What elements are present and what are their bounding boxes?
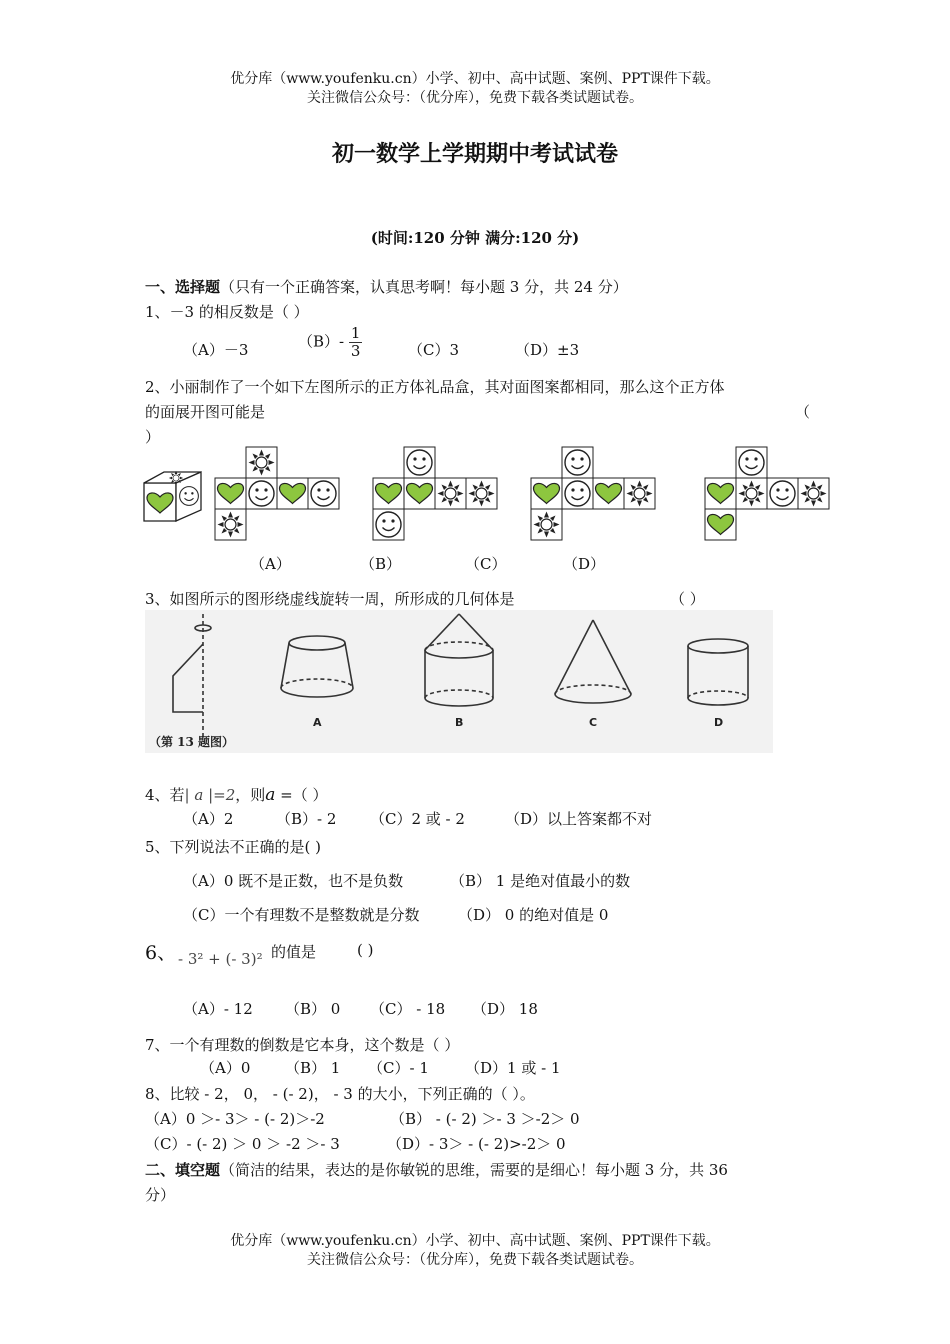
net-a	[215, 447, 339, 540]
exam-info: (时间:120 分钟 满分:120 分)	[370, 229, 580, 247]
q6-expression: - 3² + (- 3)²	[178, 950, 263, 968]
q7-option-d: （D）1 或 - 1	[465, 1059, 561, 1077]
q8-stem: 8、比较 - 2， 0， - (- 2)， - 3 的大小，下列正确的（ ）。	[145, 1085, 535, 1103]
footer-line-2: 关注微信公众号：（优分库），免费下载各类试题试卷。	[307, 1252, 643, 1268]
q4-option-b: （B）- 2	[276, 810, 337, 828]
q4-stem-b: ，则	[235, 786, 266, 804]
q4-option-c: （C）2 或 - 2	[370, 810, 465, 828]
q5-stem: 5、下列说法不正确的是( )	[145, 838, 322, 856]
q1-option-b	[298, 325, 362, 360]
net-c	[531, 447, 655, 540]
q2-label-d: （D）	[563, 555, 606, 573]
q6-paren: ( )	[357, 941, 374, 959]
cube-nets-figure	[0, 440, 950, 550]
q7-option-b: （B） 1	[285, 1059, 341, 1077]
page-title: 初一数学上学期期中考试试卷	[331, 141, 618, 167]
net-d	[705, 447, 829, 540]
q5-option-d: （D） 0 的绝对值是 0	[458, 906, 609, 924]
solids-figure	[145, 610, 785, 755]
q6-option-d: （D） 18	[472, 1000, 538, 1018]
solid-label-c: C	[589, 716, 598, 729]
q7-option-c: （C）- 1	[368, 1059, 429, 1077]
q1-fraction	[349, 325, 363, 360]
section-1-heading: 一、选择题	[145, 278, 221, 296]
fig-caption: （第 13 题图）	[149, 735, 235, 749]
section-2-header	[145, 1159, 728, 1180]
q8-option-d: （D）- 3＞ - (- 2)>-2＞ 0	[387, 1135, 566, 1153]
q2-paren-close: ）	[145, 428, 161, 446]
q1-option-c: （C）3	[408, 341, 460, 359]
q2-paren-open: （	[795, 403, 811, 421]
solid-label-d: D	[714, 716, 724, 729]
net-b	[373, 447, 497, 540]
q3-paren: （ ）	[670, 590, 705, 608]
q1-option-a: （A）－3	[183, 341, 249, 359]
q4-abs-expr: | a |=2	[184, 786, 236, 804]
q5-option-a: （A）0 既不是正数，也不是负数	[183, 872, 404, 890]
q4-option-a: （A）2	[183, 810, 234, 828]
solid-label-a: A	[313, 716, 322, 729]
q1-stem: 1、－3 的相反数是（ ）	[145, 303, 309, 321]
q3-stem: 3、如图所示的图形绕虚线旋转一周，所形成的几何体是	[145, 590, 515, 608]
q4-option-d: （D）以上答案都不对	[505, 810, 653, 828]
q6-option-c: （C） - 18	[370, 1000, 446, 1018]
q1-option-d: （D）±3	[515, 341, 580, 359]
q5-option-c: （C）一个有理数不是整数就是分数	[183, 906, 420, 924]
section-2-note: （简洁的结果，表达的是你敏锐的思维，需要的是细心！每小题 3 分，共 36	[220, 1161, 728, 1179]
q8-option-c: （C）- (- 2) ＞ 0 ＞ -2 ＞- 3	[145, 1135, 340, 1153]
q4-stem-c: =（ ）	[275, 786, 328, 804]
gift-cube	[144, 471, 201, 521]
q8-option-a: （A）0 ＞- 3＞ - (- 2)＞-2	[145, 1110, 325, 1128]
q2-stem-line-2: 的面展开图可能是	[145, 403, 266, 421]
q4-stem	[145, 784, 328, 805]
q5-option-b: （B） 1 是绝对值最小的数	[450, 872, 631, 890]
q7-option-a: （A）0	[200, 1059, 251, 1077]
footer-line-1: 优分库（www.youfenku.cn）小学、初中、高中试题、案例、PPT课件下载。	[230, 1233, 720, 1249]
q4-stem-a: 4、若	[145, 786, 185, 804]
q6-number: 6、	[145, 942, 177, 964]
section-2-note-line-2: 分）	[145, 1186, 176, 1204]
header-line-2: 关注微信公众号：（优分库），免费下载各类试题试卷。	[307, 90, 643, 106]
q2-label-b: （B）	[360, 555, 402, 573]
q2-label-a: （A）	[250, 555, 291, 573]
q1-fraction-num: 1	[350, 324, 361, 342]
q8-option-b: （B） - (- 2) ＞- 3 ＞-2＞ 0	[390, 1110, 580, 1128]
header-line-1: 优分库（www.youfenku.cn）小学、初中、高中试题、案例、PPT课件下载。	[230, 71, 720, 87]
q6-option-a: （A）- 12	[183, 1000, 253, 1018]
solid-label-b: B	[455, 716, 464, 729]
q6-option-b: （B） 0	[285, 1000, 341, 1018]
q2-label-c: （C）	[465, 555, 507, 573]
q6-stem: 的值是	[271, 943, 317, 961]
section-1-header	[145, 276, 628, 297]
q1-option-b-prefix: （B）-	[298, 332, 345, 351]
section-1-note: （只有一个正确答案，认真思考啊！每小题 3 分，共 24 分）	[220, 278, 628, 296]
q7-stem: 7、一个有理数的倒数是它本身，这个数是（ ）	[145, 1036, 460, 1054]
section-2-heading: 二、填空题	[145, 1161, 221, 1179]
q2-stem-line-1: 2、小丽制作了一个如下左图所示的正方体礼品盒，其对面图案都相同，那么这个正方体	[145, 378, 725, 396]
q1-fraction-den: 3	[350, 342, 361, 360]
q4-var: a	[265, 785, 276, 805]
